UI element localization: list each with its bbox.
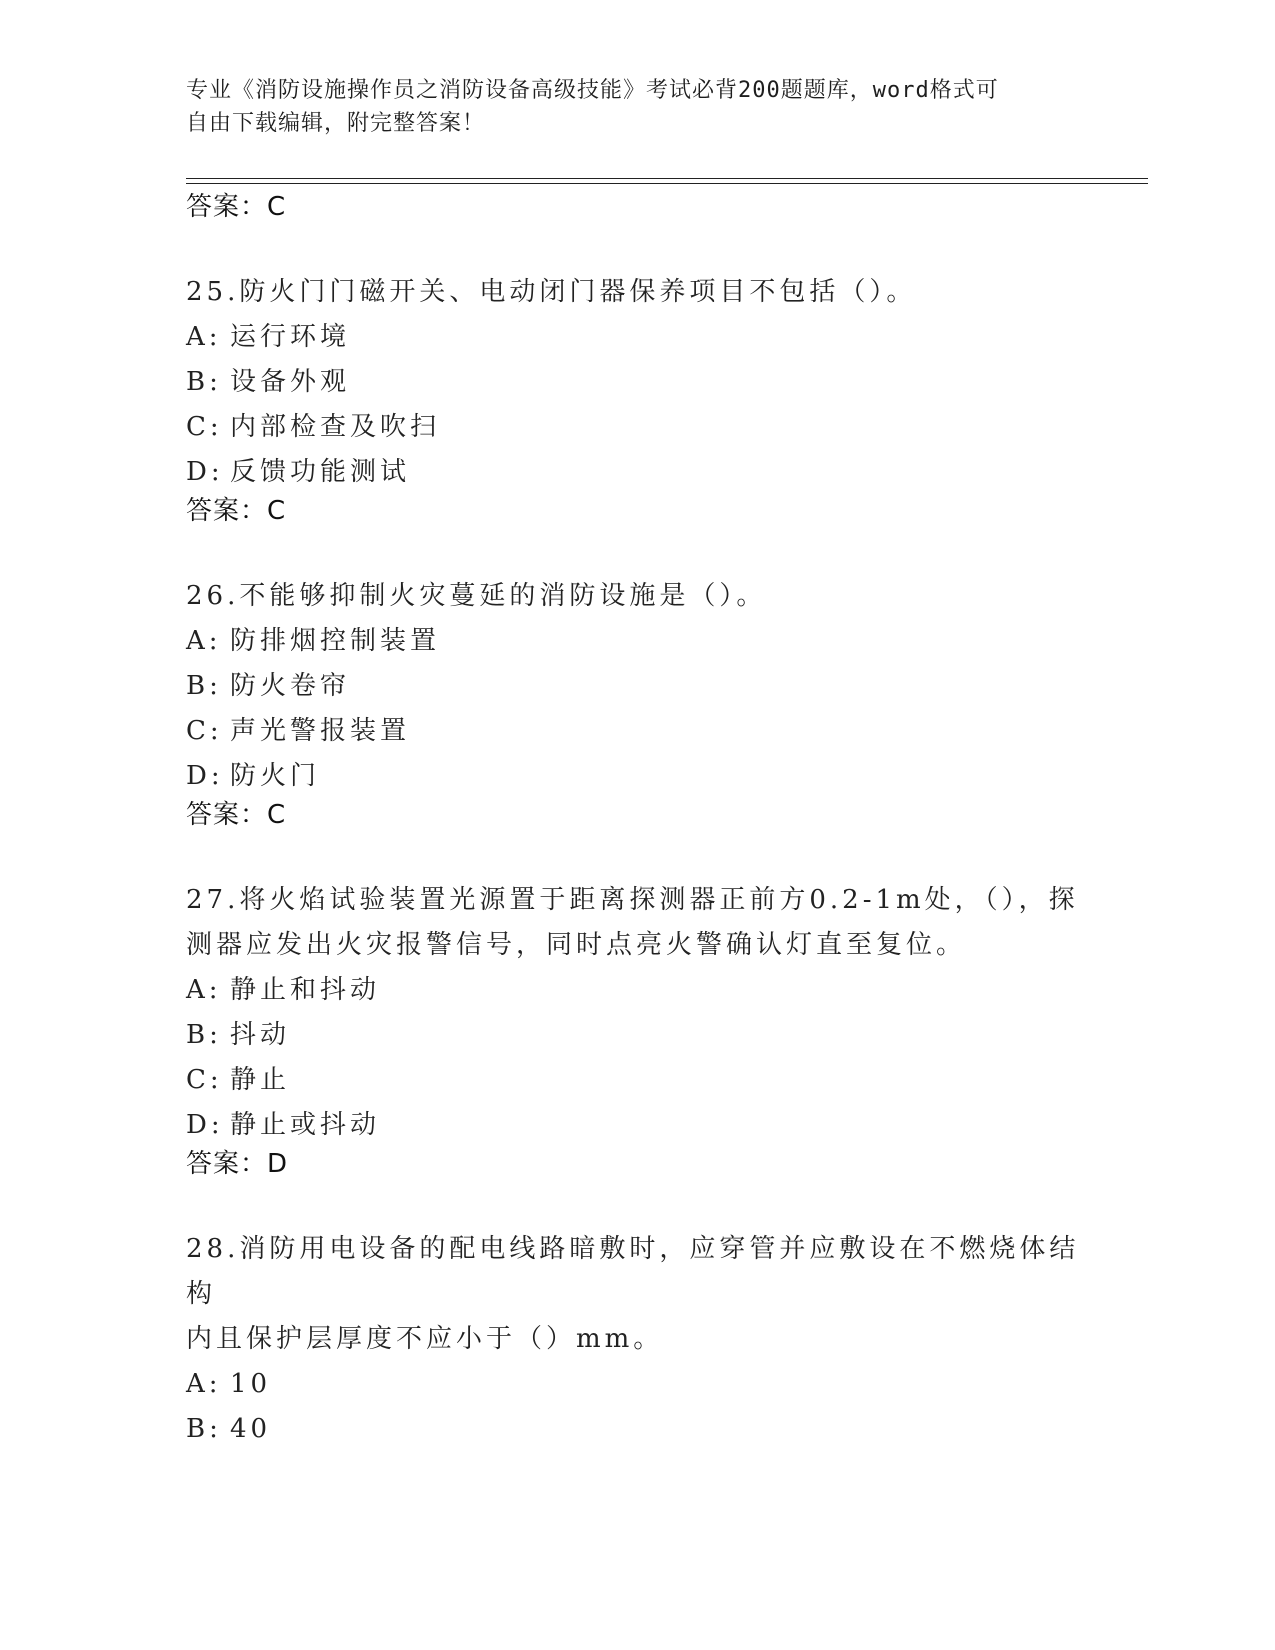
option-key: B: xyxy=(186,1414,222,1444)
option-d xyxy=(186,754,1086,799)
option-text: 抖动 xyxy=(230,1020,291,1050)
question-item xyxy=(186,1227,1086,1452)
question-text-line-2: 内且保护层厚度不应小于（）mm。 xyxy=(186,1324,664,1354)
option-key: A: xyxy=(186,1369,222,1399)
answer-label: 答案：C xyxy=(186,496,287,526)
option-c xyxy=(186,1058,1086,1103)
option-key: B: xyxy=(186,1020,222,1050)
option-d xyxy=(186,1103,1086,1148)
option-text: 防火卷帘 xyxy=(230,671,351,701)
option-key: D: xyxy=(186,1110,224,1140)
question-list xyxy=(186,192,1086,1452)
option-c xyxy=(186,709,1086,754)
option-key: C: xyxy=(186,1065,223,1095)
option-text: 内部检查及吹扫 xyxy=(230,412,441,442)
option-key: B: xyxy=(186,671,222,701)
option-a xyxy=(186,619,1086,664)
option-text: 防排烟控制装置 xyxy=(230,626,441,656)
header-divider-top xyxy=(186,178,1148,179)
question-item xyxy=(186,878,1086,1179)
header-line-1: 专业《消防设施操作员之消防设备高级技能》考试必背200题题库，word格式可 xyxy=(186,78,999,103)
question-text-line-2: 测器应发出火灾报警信号，同时点亮火警确认灯直至复位。 xyxy=(186,930,967,960)
option-text: 静止和抖动 xyxy=(230,975,381,1005)
question-text: 26.不能够抑制火灾蔓延的消防设施是（）。 xyxy=(186,581,767,611)
option-a xyxy=(186,968,1086,1013)
question-text-line-1: 28.消防用电设备的配电线路暗敷时，应穿管并应敷设在不燃烧体结构 xyxy=(186,1234,1080,1309)
option-text: 设备外观 xyxy=(230,367,351,397)
option-text: 静止 xyxy=(230,1065,291,1095)
answer-label: 答案：C xyxy=(186,800,287,830)
question-text-line-1: 27.将火焰试验装置光源置于距离探测器正前方0.2-1m处，（），探 xyxy=(186,885,1079,915)
document-header xyxy=(186,74,1066,140)
option-b xyxy=(186,360,1086,405)
question-item xyxy=(186,270,1086,526)
header-divider-bottom xyxy=(186,183,1148,184)
option-b xyxy=(186,1407,1086,1452)
option-key: D: xyxy=(186,761,224,791)
option-text: 10 xyxy=(230,1369,272,1399)
answer-label: 答案：D xyxy=(186,1149,289,1179)
option-a xyxy=(186,315,1086,360)
question-item xyxy=(186,574,1086,830)
option-key: D: xyxy=(186,457,224,487)
option-key: A: xyxy=(186,975,222,1005)
answer-label: 答案：C xyxy=(186,192,287,222)
option-key: C: xyxy=(186,412,223,442)
option-text: 声光警报装置 xyxy=(230,716,411,746)
option-b xyxy=(186,664,1086,709)
option-text: 40 xyxy=(230,1414,272,1444)
option-key: A: xyxy=(186,626,222,656)
option-text: 反馈功能测试 xyxy=(230,457,411,487)
option-text: 防火门 xyxy=(230,761,321,791)
option-c xyxy=(186,405,1086,450)
question-text: 25.防火门门磁开关、电动闭门器保养项目不包括（）。 xyxy=(186,277,917,307)
header-line-2: 自由下载编辑，附完整答案！ xyxy=(186,111,486,136)
option-a xyxy=(186,1362,1086,1407)
option-d xyxy=(186,450,1086,495)
option-text: 静止或抖动 xyxy=(230,1110,381,1140)
option-key: A: xyxy=(186,322,222,352)
option-key: C: xyxy=(186,716,223,746)
option-b xyxy=(186,1013,1086,1058)
option-key: B: xyxy=(186,367,222,397)
option-text: 运行环境 xyxy=(230,322,351,352)
